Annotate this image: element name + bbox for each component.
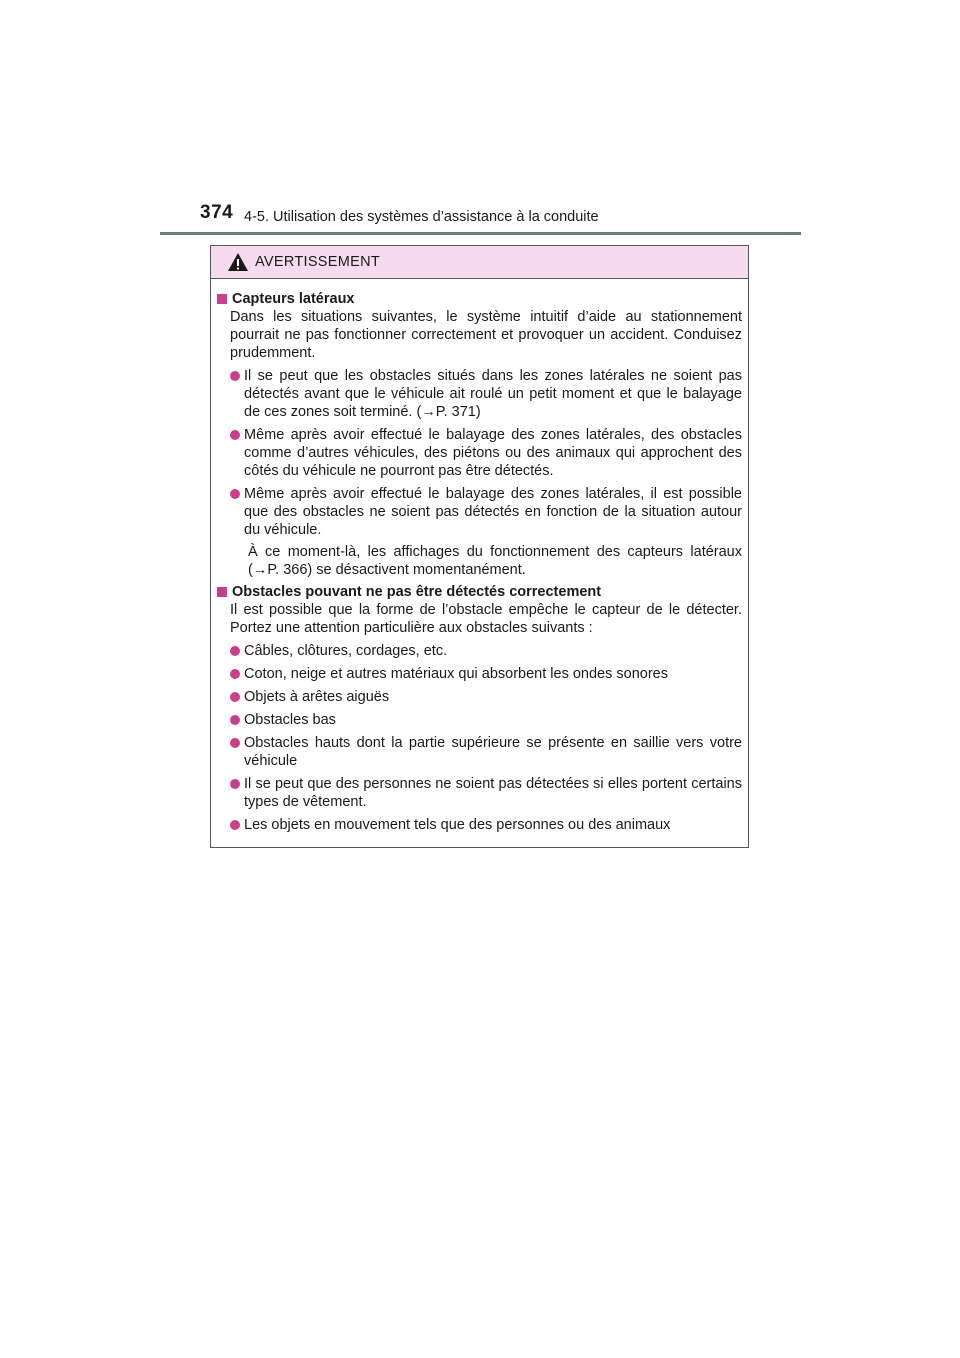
list-item-text: Il se peut que des personnes ne soient pas détectées si elles portent certains types de vêtement. <box>244 776 742 810</box>
list-item <box>230 485 742 539</box>
dot-bullet-icon <box>230 779 240 789</box>
list-item <box>230 367 742 421</box>
warning-triangle-icon <box>227 252 249 272</box>
list-item-text: Il se peut que les obstacles situés dans les zones latérales ne soient pas détectés avant que le véhicule ait roulé un petit moment et que le balayage de ces zones soit terminé. (→P. 371) <box>244 368 742 420</box>
dot-bullet-icon <box>230 820 240 830</box>
section-heading-text: Obstacles pouvant ne pas être détectés correctement <box>232 584 602 600</box>
dot-bullet-icon <box>230 489 240 499</box>
list-item <box>230 426 742 480</box>
list-item-text: Les objets en mouvement tels que des personnes ou des animaux <box>244 817 671 833</box>
list-item <box>230 775 742 811</box>
header-rule <box>160 232 801 235</box>
dot-bullet-icon <box>230 738 240 748</box>
list-item-text: Obstacles bas <box>244 712 336 728</box>
list-item <box>230 734 742 770</box>
list-item-text: Coton, neige et autres matériaux qui absorbent les ondes sonores <box>244 666 668 682</box>
warning-header <box>211 246 748 279</box>
dot-bullet-icon <box>230 646 240 656</box>
warning-title: AVERTISSEMENT <box>255 254 381 270</box>
section-intro: Dans les situations suivantes, le système intuitif d’aide au stationnement pourrait ne pas fonctionner correctement et provoquer un accident. Conduisez prudemment. <box>230 309 742 361</box>
section-heading <box>217 290 742 308</box>
list-item-text: Même après avoir effectué le balayage des zones latérales, des obstacles comme d’autres véhicules, des piétons ou des animaux qui approchent des côtés du véhicule ne pourront pas être détectés. <box>244 427 742 479</box>
dot-bullet-icon <box>230 715 240 725</box>
dot-bullet-icon <box>230 430 240 440</box>
list-item-note: À ce moment-là, les affichages du fonctionnement des capteurs latéraux (→P. 366) se désactivent momentanément. <box>248 544 742 578</box>
list-item <box>230 665 742 683</box>
section-heading-text: Capteurs latéraux <box>232 291 355 307</box>
dot-bullet-icon <box>230 692 240 702</box>
dot-bullet-icon <box>230 371 240 381</box>
section-title: 4-5. Utilisation des systèmes d’assistance à la conduite <box>244 209 599 225</box>
section-intro: Il est possible que la forme de l’obstacle empêche le capteur de le détecter. Portez une attention particulière aux obstacles suivants : <box>230 602 742 636</box>
section-heading <box>217 583 742 601</box>
list-item-text: Câbles, clôtures, cordages, etc. <box>244 643 448 659</box>
list-item <box>230 642 742 660</box>
warning-body <box>211 279 748 834</box>
dot-bullet-icon <box>230 669 240 679</box>
square-bullet-icon <box>217 294 227 304</box>
list-item <box>230 816 742 834</box>
list-item <box>230 688 742 706</box>
list-item-text: Même après avoir effectué le balayage des zones latérales, il est possible que des obstacles ne soient pas détectés en fonction de la situation autour du véhicule. <box>244 486 742 538</box>
warning-box <box>210 245 749 848</box>
list-item-text: Objets à arêtes aiguës <box>244 689 390 705</box>
page-number: 374 <box>200 202 234 223</box>
list-item <box>230 711 742 729</box>
square-bullet-icon <box>217 587 227 597</box>
list-item-text: Obstacles hauts dont la partie supérieure se présente en saillie vers votre véhicule <box>244 735 742 769</box>
